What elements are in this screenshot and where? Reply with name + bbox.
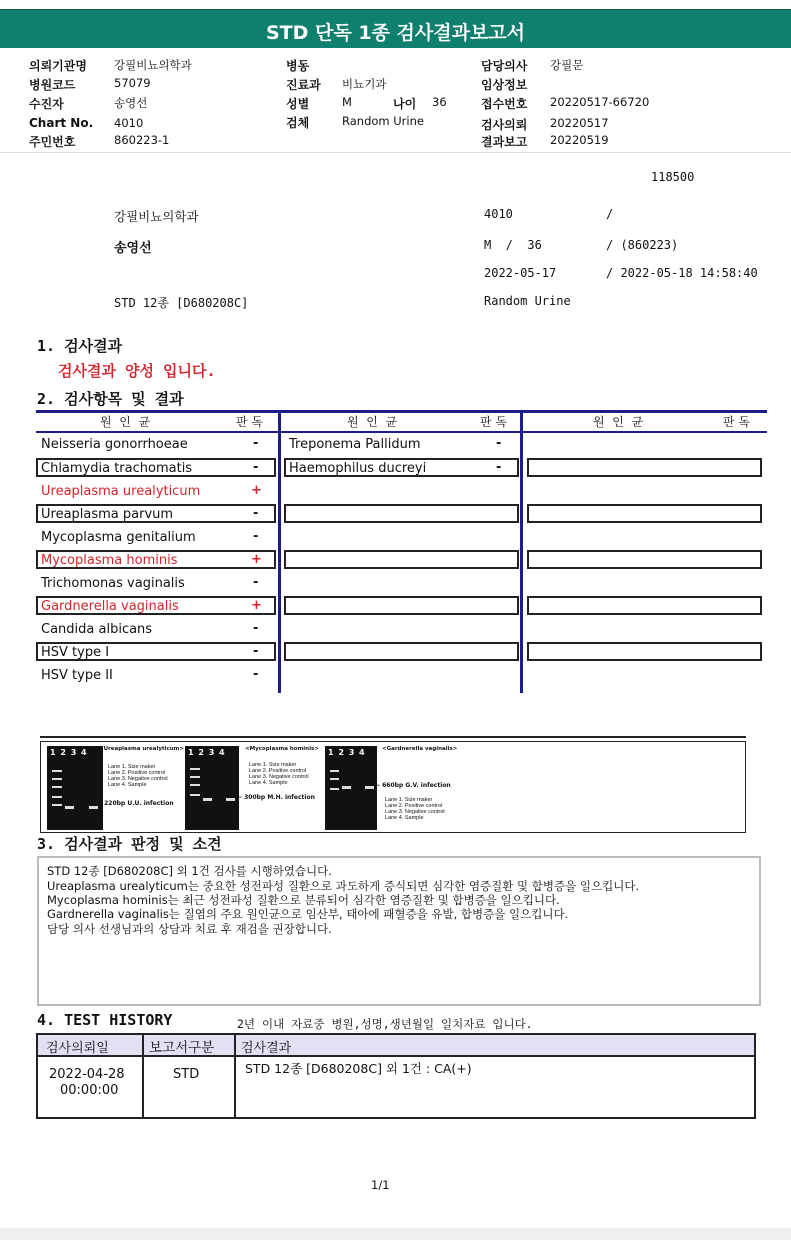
label-specimen: 검체: [286, 116, 310, 130]
gel-lane-numbers: 1 2 3 4: [328, 748, 365, 757]
judge-value: -: [253, 621, 259, 636]
label-receipt-no: 접수번호: [481, 97, 528, 111]
judge-value: -: [253, 506, 259, 521]
result-row: [284, 434, 518, 457]
empty-row-box: [527, 596, 762, 615]
value-department: 비뇨기과: [342, 77, 387, 91]
summary-birth: / (860223): [606, 238, 679, 252]
result-row: [36, 434, 274, 457]
label-department: 진료과: [286, 78, 321, 92]
gel-title-3: <Gardnerella vaginalis>: [382, 746, 458, 752]
value-report-date: 20220519: [550, 133, 609, 147]
result-row: [36, 481, 274, 504]
label-chart-no: Chart No.: [29, 116, 94, 130]
report-title-bar: [0, 9, 791, 48]
value-sex: M: [342, 95, 352, 109]
result-row: [36, 619, 274, 642]
judge-value: -: [496, 460, 502, 475]
report-title: STD 단독 1종 검사결과보고서: [265, 22, 526, 44]
comment-line: Mycoplasma hominis는 최근 성전파성 질환으로 분류되어 심각한 염증질환 및 합병증을 일으킵니다.: [47, 893, 560, 907]
judge-value: -: [253, 575, 259, 590]
label-clinical-info: 임상정보: [481, 78, 528, 92]
result-row: [284, 458, 519, 477]
table-header-rule: [36, 431, 767, 433]
empty-row-box: [527, 550, 762, 569]
summary-date: 2022-05-17: [484, 266, 557, 280]
gel-arrow-2: ← 300bp M.H. infection: [237, 794, 315, 801]
result-row: [36, 458, 276, 477]
gel-image-1: [47, 746, 103, 830]
summary-chart: 4010: [484, 207, 513, 221]
section2-heading: 2. 검사항목 및 결과: [37, 390, 184, 408]
summary-test: STD 12종 [D680208C]: [114, 296, 249, 310]
label-request-date: 검사의뢰: [481, 118, 528, 132]
organism-name: Trichomonas vaginalis: [41, 576, 185, 591]
value-age: 36: [432, 95, 447, 109]
judge-value: -: [253, 667, 259, 682]
organism-name: Ureaplasma urealyticum: [41, 484, 201, 499]
empty-row-box: [284, 504, 519, 523]
header-judge-1: 판 독: [236, 415, 263, 429]
organism-name: HSV type I: [41, 645, 110, 660]
result-row: [36, 642, 276, 661]
judge-value: -: [253, 436, 259, 451]
organism-name: Haemophilus ducreyi: [289, 461, 427, 476]
gel-image-2: [185, 746, 239, 830]
value-request-date: 20220517: [550, 116, 609, 130]
label-resident-no: 주민번호: [29, 135, 76, 149]
gel-arrow-1: ← 220bp U.U. infection: [97, 800, 174, 807]
organism-name: Candida albicans: [41, 622, 153, 637]
summary-code: 118500: [651, 170, 695, 184]
summary-clinic: 강필비뇨의학과: [114, 209, 199, 224]
value-resident-no: 860223-1: [114, 133, 170, 147]
gel-arrow-3: ← 660bp G.V. infection: [375, 782, 451, 789]
label-clinic: 의뢰기관명: [29, 59, 87, 73]
history-type: STD: [173, 1067, 200, 1082]
value-chart-no: 4010: [114, 116, 144, 130]
value-specimen: Random Urine: [342, 114, 424, 128]
history-header-type: 보고서구분: [149, 1040, 215, 1056]
comment-line: Ureaplasma urealyticum는 중요한 성전파성 질환으로 과도하게 증식되면 심각한 염증질환 및 합병증을 일으킵니다.: [47, 879, 640, 893]
label-ward: 병동: [286, 59, 310, 73]
result-row: [36, 527, 274, 550]
summary-sex-age: M / 36: [484, 238, 542, 252]
header-judge-2: 판 독: [480, 415, 507, 429]
section4-heading: 4. TEST HISTORY: [37, 1011, 173, 1029]
history-note: 2년 이내 자료중 병원,성명,생년월일 일치자료 입니다.: [237, 1017, 533, 1031]
history-col-divider: [234, 1035, 236, 1117]
organism-name: HSV type II: [41, 668, 113, 683]
comment-box: [37, 856, 761, 1006]
gel-title-2: <Mycoplasma hominis>: [245, 746, 319, 752]
organism-name: Ureaplasma parvum: [41, 507, 174, 522]
judge-value: +: [251, 483, 262, 498]
comment-line: 담당 의사 선생님과의 상담과 치료 후 재검을 권장합니다.: [47, 922, 332, 936]
history-header-result: 검사결과: [241, 1041, 292, 1056]
gel-legend-1: Lane 1. Size maker Lane 2. Positive control Lane 3. Negative control Lane 4. Sample: [108, 764, 168, 788]
history-result: STD 12종 [D680208C] 외 1건 : CA(+): [245, 1061, 472, 1076]
header-divider: [0, 152, 791, 153]
label-age: 나이: [393, 97, 417, 111]
value-patient: 송영선: [114, 96, 148, 110]
result-row: [36, 550, 276, 569]
comment-line: STD 12종 [D680208C] 외 1건 검사를 시행하였습니다.: [47, 864, 332, 878]
value-doctor: 강필문: [550, 58, 584, 72]
result-row: [36, 665, 274, 688]
history-header-date: 검사의뢰일: [46, 1041, 109, 1056]
comment-line: Gardnerella vaginalis는 질염의 주요 원인균으로 임산부, 태아에 패혈증을 유발, 합병증을 일으킵니다.: [47, 907, 569, 921]
page-number: 1/1: [371, 1178, 390, 1192]
summary-specimen: Random Urine: [484, 294, 571, 308]
table-col-divider-2: [520, 410, 523, 693]
summary-patient: 송영선: [114, 241, 152, 256]
organism-name: Gardnerella vaginalis: [41, 599, 179, 614]
empty-row-box: [527, 642, 762, 661]
judge-value: -: [253, 529, 259, 544]
header-organism-1: 원 인 균: [100, 415, 151, 429]
judge-value: -: [253, 460, 259, 475]
gel-title-1: <Ureaplasma urealyticum>: [99, 746, 184, 752]
judge-value: +: [251, 598, 262, 613]
gel-image-3: [325, 746, 377, 830]
label-patient: 수진자: [29, 97, 64, 111]
gel-legend-2: Lane 1. Size maker Lane 2. Positive control Lane 3. Negative control Lane 4. Sample: [249, 762, 309, 786]
gel-legend-3: Lane 1. Size maker Lane 2. Positive control Lane 3. Negative control Lane 4. Sample: [385, 797, 445, 821]
history-date: 2022-04-28: [49, 1067, 125, 1082]
section1-heading: 1. 검사결과: [37, 337, 123, 355]
gel-lane-numbers: 1 2 3 4: [50, 748, 87, 757]
value-clinic: 강필비뇨의학과: [114, 58, 192, 72]
organism-name: Treponema Pallidum: [289, 437, 421, 452]
empty-row-box: [284, 596, 519, 615]
result-row: [36, 596, 276, 615]
organism-name: Chlamydia trachomatis: [41, 461, 193, 476]
history-time: 00:00:00: [60, 1083, 119, 1098]
organism-name: Mycoplasma hominis: [41, 553, 178, 568]
label-doctor: 담당의사: [481, 59, 528, 73]
empty-row-box: [527, 504, 762, 523]
history-table: [36, 1033, 756, 1119]
gel-strip: [40, 741, 746, 833]
page-bottom-strip: [0, 1228, 791, 1240]
judge-value: -: [253, 644, 259, 659]
gel-lane-numbers: 1 2 3 4: [188, 748, 225, 757]
judge-value: +: [251, 552, 262, 567]
summary-slash: /: [606, 207, 614, 221]
result-row: [36, 504, 276, 523]
organism-name: Mycoplasma genitalium: [41, 530, 196, 545]
header-organism-3: 원 인 균: [593, 415, 644, 429]
history-col-divider: [142, 1035, 144, 1117]
empty-row-box: [527, 458, 762, 477]
empty-row-box: [284, 642, 519, 661]
header-judge-3: 판 독: [723, 415, 750, 429]
label-report-date: 결과보고: [481, 135, 528, 149]
label-hospital-code: 병원코드: [29, 78, 76, 92]
gel-top-rule: [40, 736, 746, 738]
value-receipt-no: 20220517-66720: [550, 95, 650, 109]
organism-name: Neisseria gonorrhoeae: [41, 437, 188, 452]
summary-datetime: / 2022-05-18 14:58:40: [606, 266, 758, 280]
table-col-divider-1: [278, 410, 281, 693]
judge-value: -: [496, 436, 502, 451]
label-sex: 성별: [286, 97, 310, 111]
history-header-row: [38, 1035, 754, 1057]
header-organism-2: 원 인 균: [347, 415, 398, 429]
empty-row-box: [284, 550, 519, 569]
section1-result: 검사결과 양성 입니다.: [58, 362, 216, 380]
value-hospital-code: 57079: [114, 76, 151, 90]
section3-heading: 3. 검사결과 판정 및 소견: [37, 835, 222, 853]
result-row: [36, 573, 274, 596]
